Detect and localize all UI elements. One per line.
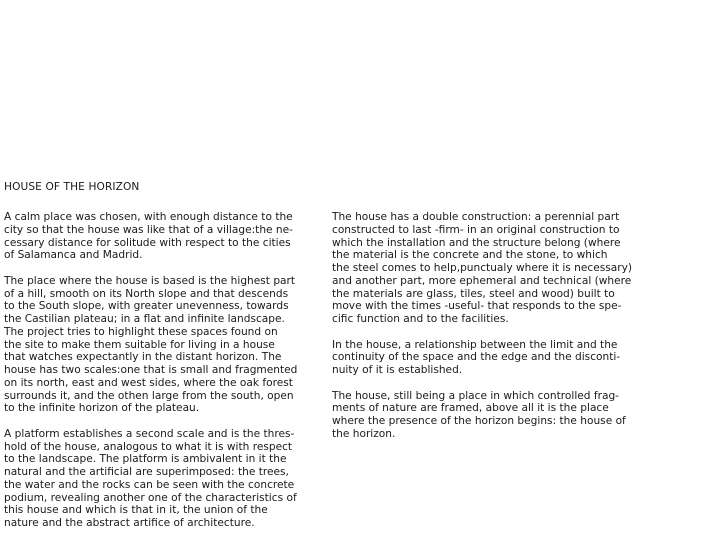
text-line: cessary distance for solitude with respect to the cities xyxy=(4,236,291,249)
text-line: The house, still being a place in which controlled frag- xyxy=(332,389,619,402)
text-line: nature and the abstract artifice of architecture. xyxy=(4,517,255,529)
paragraph-double-construction xyxy=(332,211,632,326)
text-line: to the South slope, with greater unevenness, towards xyxy=(4,300,289,313)
text-line: The project tries to highlight these spaces found on xyxy=(4,325,278,338)
text-line: hold of the house, analogous to what it is with respect xyxy=(4,440,293,453)
text-line: the site to make them suitable for living in a house xyxy=(4,338,275,351)
text-line: constructed to last -firm- in an original construction to xyxy=(332,223,620,236)
text-line: which the installation and the structure belong (where xyxy=(332,236,621,249)
text-line: surrounds it, and the othen large from the south, open xyxy=(4,389,294,402)
text-line: The house has a double construction: a perennial part xyxy=(332,211,620,223)
text-line: the materials are glass, tiles, steel and wood) built to xyxy=(332,287,615,300)
text-line: nuity of it is established. xyxy=(332,364,463,376)
text-line: house has two scales:one that is small and fragmented xyxy=(4,364,298,376)
text-line: In the house, a relationship between the limit and the xyxy=(332,338,618,351)
text-line: the material is the concrete and the stone, to which xyxy=(332,249,608,262)
text-line: ments of nature are framed, above all it is the place xyxy=(332,402,609,415)
text-line: move with the times -useful- that responds to the spe- xyxy=(332,300,622,313)
text-line: of a hill, smooth on its North slope and that descends xyxy=(4,287,289,300)
paragraph-site-choice xyxy=(4,211,300,262)
text-line: that watches expectantly in the distant horizon. The xyxy=(4,351,282,364)
right-text-column xyxy=(332,211,632,453)
text-line: cific function and to the facilities. xyxy=(332,313,509,325)
paragraph-platform xyxy=(4,428,300,530)
text-line: to the infinite horizon of the plateau. xyxy=(4,402,200,415)
text-line: the steel comes to help,punctualy where it is necessary) xyxy=(332,262,633,274)
text-line: podium, revealing another one of the characteristics of xyxy=(4,491,297,504)
text-line: the Castilian plateau; in a flat and infinite landscape. xyxy=(4,313,285,325)
text-line: continuity of the space and the edge and the disconti- xyxy=(332,351,621,364)
text-line: and another part, more ephemeral and technical (where xyxy=(332,274,632,287)
paragraph-horizon xyxy=(332,390,632,441)
text-line: where the presence of the horizon begins: the house of xyxy=(332,415,626,427)
text-line: A platform establishes a second scale and is the thres- xyxy=(4,427,295,440)
text-line: on its north, east and west sides, where the oak forest xyxy=(4,376,293,389)
left-text-column xyxy=(4,211,300,543)
text-line: natural and the artificial are superimposed: the trees, xyxy=(4,466,289,478)
text-line: of Salamanca and Madrid. xyxy=(4,249,143,262)
text-line: The place where the house is based is the highest part xyxy=(4,274,296,287)
text-line: this house and which is that in it, the union of the xyxy=(4,504,268,517)
document-title: HOUSE OF THE HORIZON xyxy=(4,181,140,193)
text-line: A calm place was chosen, with enough distance to the xyxy=(4,211,293,223)
text-line: to the landscape. The platform is ambivalent in it the xyxy=(4,453,287,466)
paragraph-relationship xyxy=(332,339,632,377)
text-line: city so that the house was like that of a village:the ne- xyxy=(4,223,293,236)
text-line: the horizon. xyxy=(332,427,396,440)
text-line: the water and the rocks can be seen with the concrete xyxy=(4,478,295,491)
paragraph-site-description xyxy=(4,275,300,415)
